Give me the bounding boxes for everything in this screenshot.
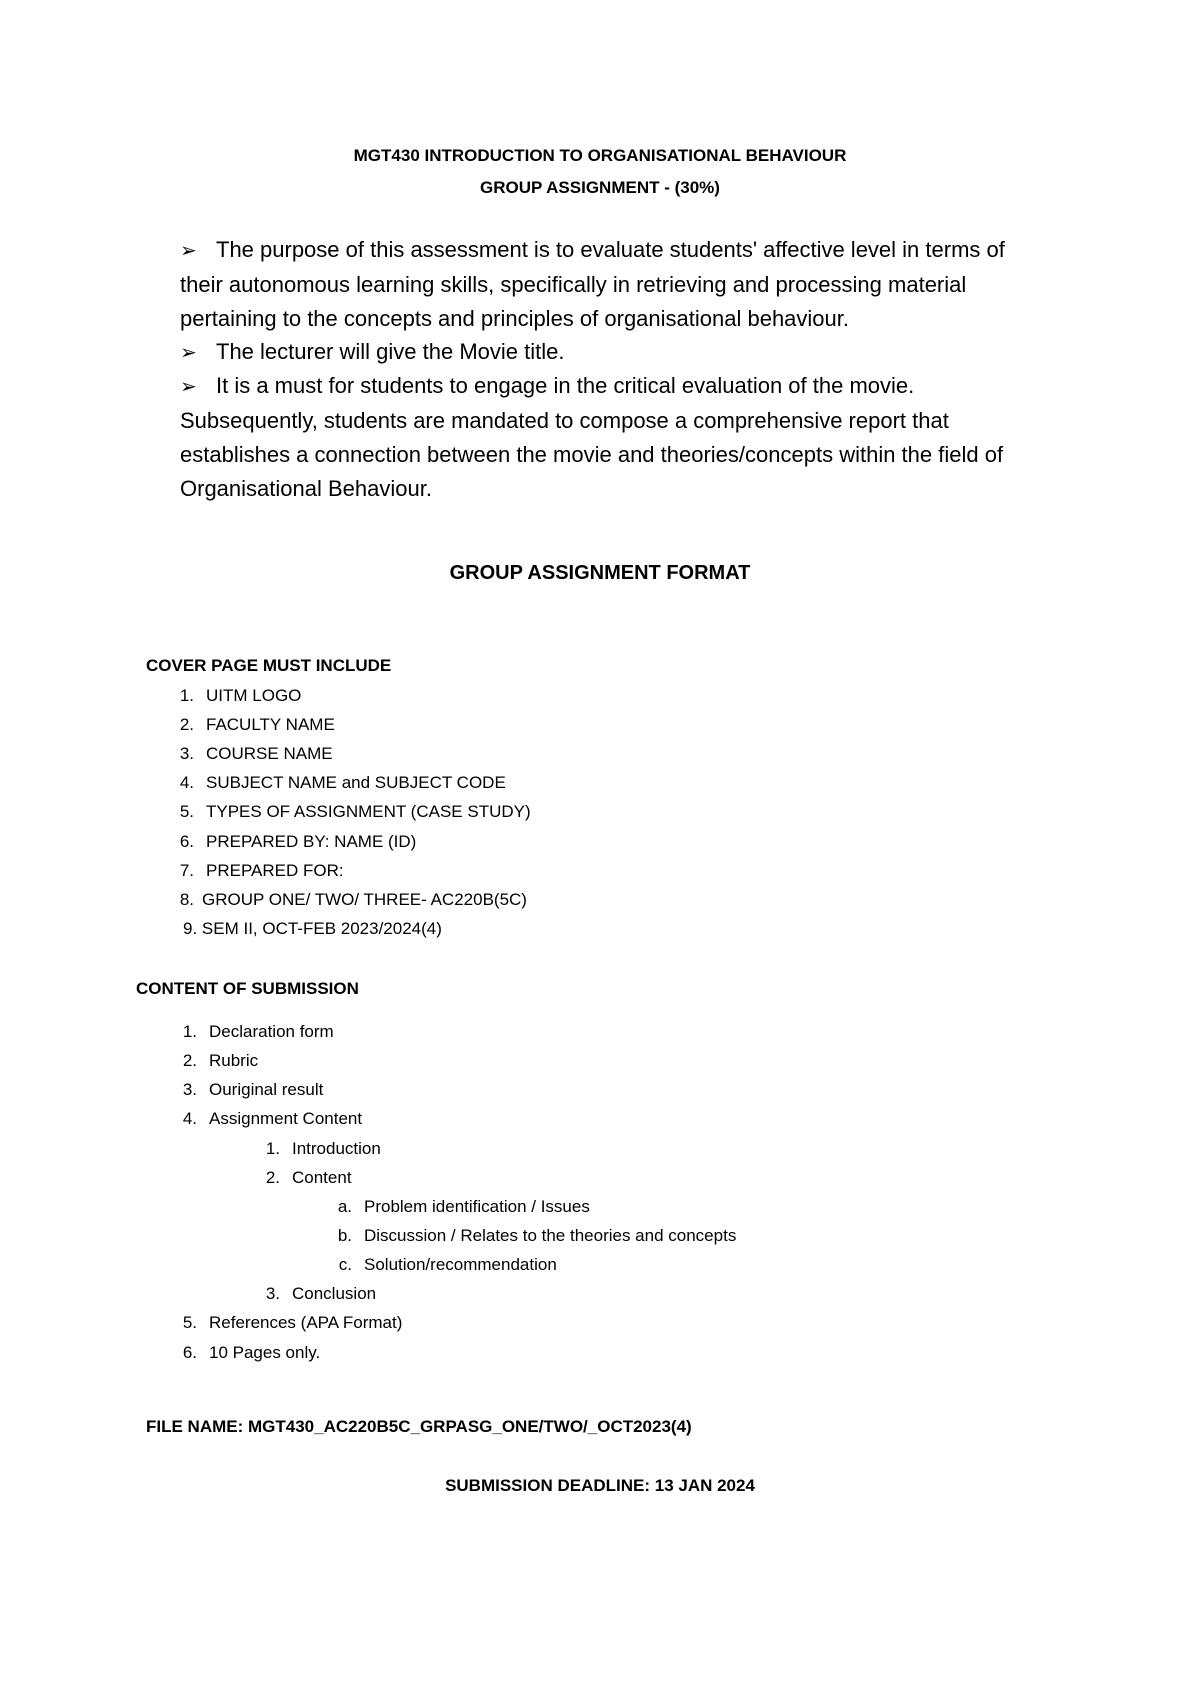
list-item: 3. Ouriginal result: [182, 1080, 324, 1099]
format-title: GROUP ASSIGNMENT FORMAT: [449, 562, 751, 584]
bullet-line: pertaining to the concepts and principles of organisational behaviour.: [180, 306, 850, 331]
bullet-line: It is a must for students to engage in the critical evaluation of the movie.: [216, 373, 915, 398]
bullet-line: The purpose of this assessment is to evaluate students' affective level in terms of: [216, 237, 1005, 262]
list-item: 8. GROUP ONE/ TWO/ THREE- AC220B(5C): [179, 890, 527, 909]
file-name: FILE NAME: MGT430_AC220B5C_GRPASG_ONE/TWO/_OCT2023(4): [146, 1417, 692, 1436]
bullet-line: The lecturer will give the Movie title.: [216, 339, 565, 364]
list-item: 1. Declaration form: [182, 1022, 334, 1041]
content-submission-heading: CONTENT OF SUBMISSION: [136, 979, 359, 998]
bullet-critical-evaluation: [180, 369, 1032, 506]
list-item: 5. TYPES OF ASSIGNMENT (CASE STUDY): [179, 802, 531, 821]
list-item: 6. PREPARED BY: NAME (ID): [179, 832, 417, 851]
bullet-line: Organisational Behaviour.: [180, 476, 432, 501]
bullet-line: establishes a connection between the movie and theories/concepts within the field of: [180, 442, 1004, 467]
list-item: 9. SEM II, OCT-FEB 2023/2024(4): [183, 919, 442, 938]
list-item: a. Problem identification / Issues: [337, 1197, 590, 1216]
list-item: 1. UITM LOGO: [179, 686, 302, 705]
list-item: b. Discussion / Relates to the theories and concepts: [337, 1226, 737, 1245]
list-item: 3. COURSE NAME: [179, 744, 333, 763]
list-item: 2. Content: [265, 1168, 352, 1187]
arrow-bullet-icon: ➢: [180, 240, 197, 262]
submission-deadline: SUBMISSION DEADLINE: 13 JAN 2024: [445, 1476, 755, 1495]
list-item: 4. Assignment Content: [182, 1109, 363, 1128]
list-item: 2. FACULTY NAME: [179, 715, 335, 734]
list-item: 3. Conclusion: [265, 1284, 377, 1303]
list-item: 6. 10 Pages only.: [182, 1343, 321, 1362]
list-item: 5. References (APA Format): [182, 1313, 403, 1332]
list-item: 2. Rubric: [182, 1051, 259, 1070]
bullet-line: their autonomous learning skills, specifically in retrieving and processing material: [180, 272, 967, 297]
bullet-movie-title: [180, 335, 1032, 370]
bullet-purpose: [180, 233, 1032, 336]
course-title: MGT430 INTRODUCTION TO ORGANISATIONAL BEHAVIOUR: [353, 146, 847, 165]
list-item: 4. SUBJECT NAME and SUBJECT CODE: [179, 773, 506, 792]
list-item: 7. PREPARED FOR:: [179, 861, 344, 880]
assignment-title: GROUP ASSIGNMENT - (30%): [480, 178, 720, 197]
arrow-bullet-icon: ➢: [180, 342, 197, 364]
cover-page-heading: COVER PAGE MUST INCLUDE: [146, 656, 392, 675]
bullet-line: Subsequently, students are mandated to compose a comprehensive report that: [180, 408, 949, 433]
arrow-bullet-icon: ➢: [180, 376, 197, 398]
list-item: 1. Introduction: [265, 1139, 381, 1158]
list-item: c. Solution/recommendation: [338, 1255, 557, 1274]
